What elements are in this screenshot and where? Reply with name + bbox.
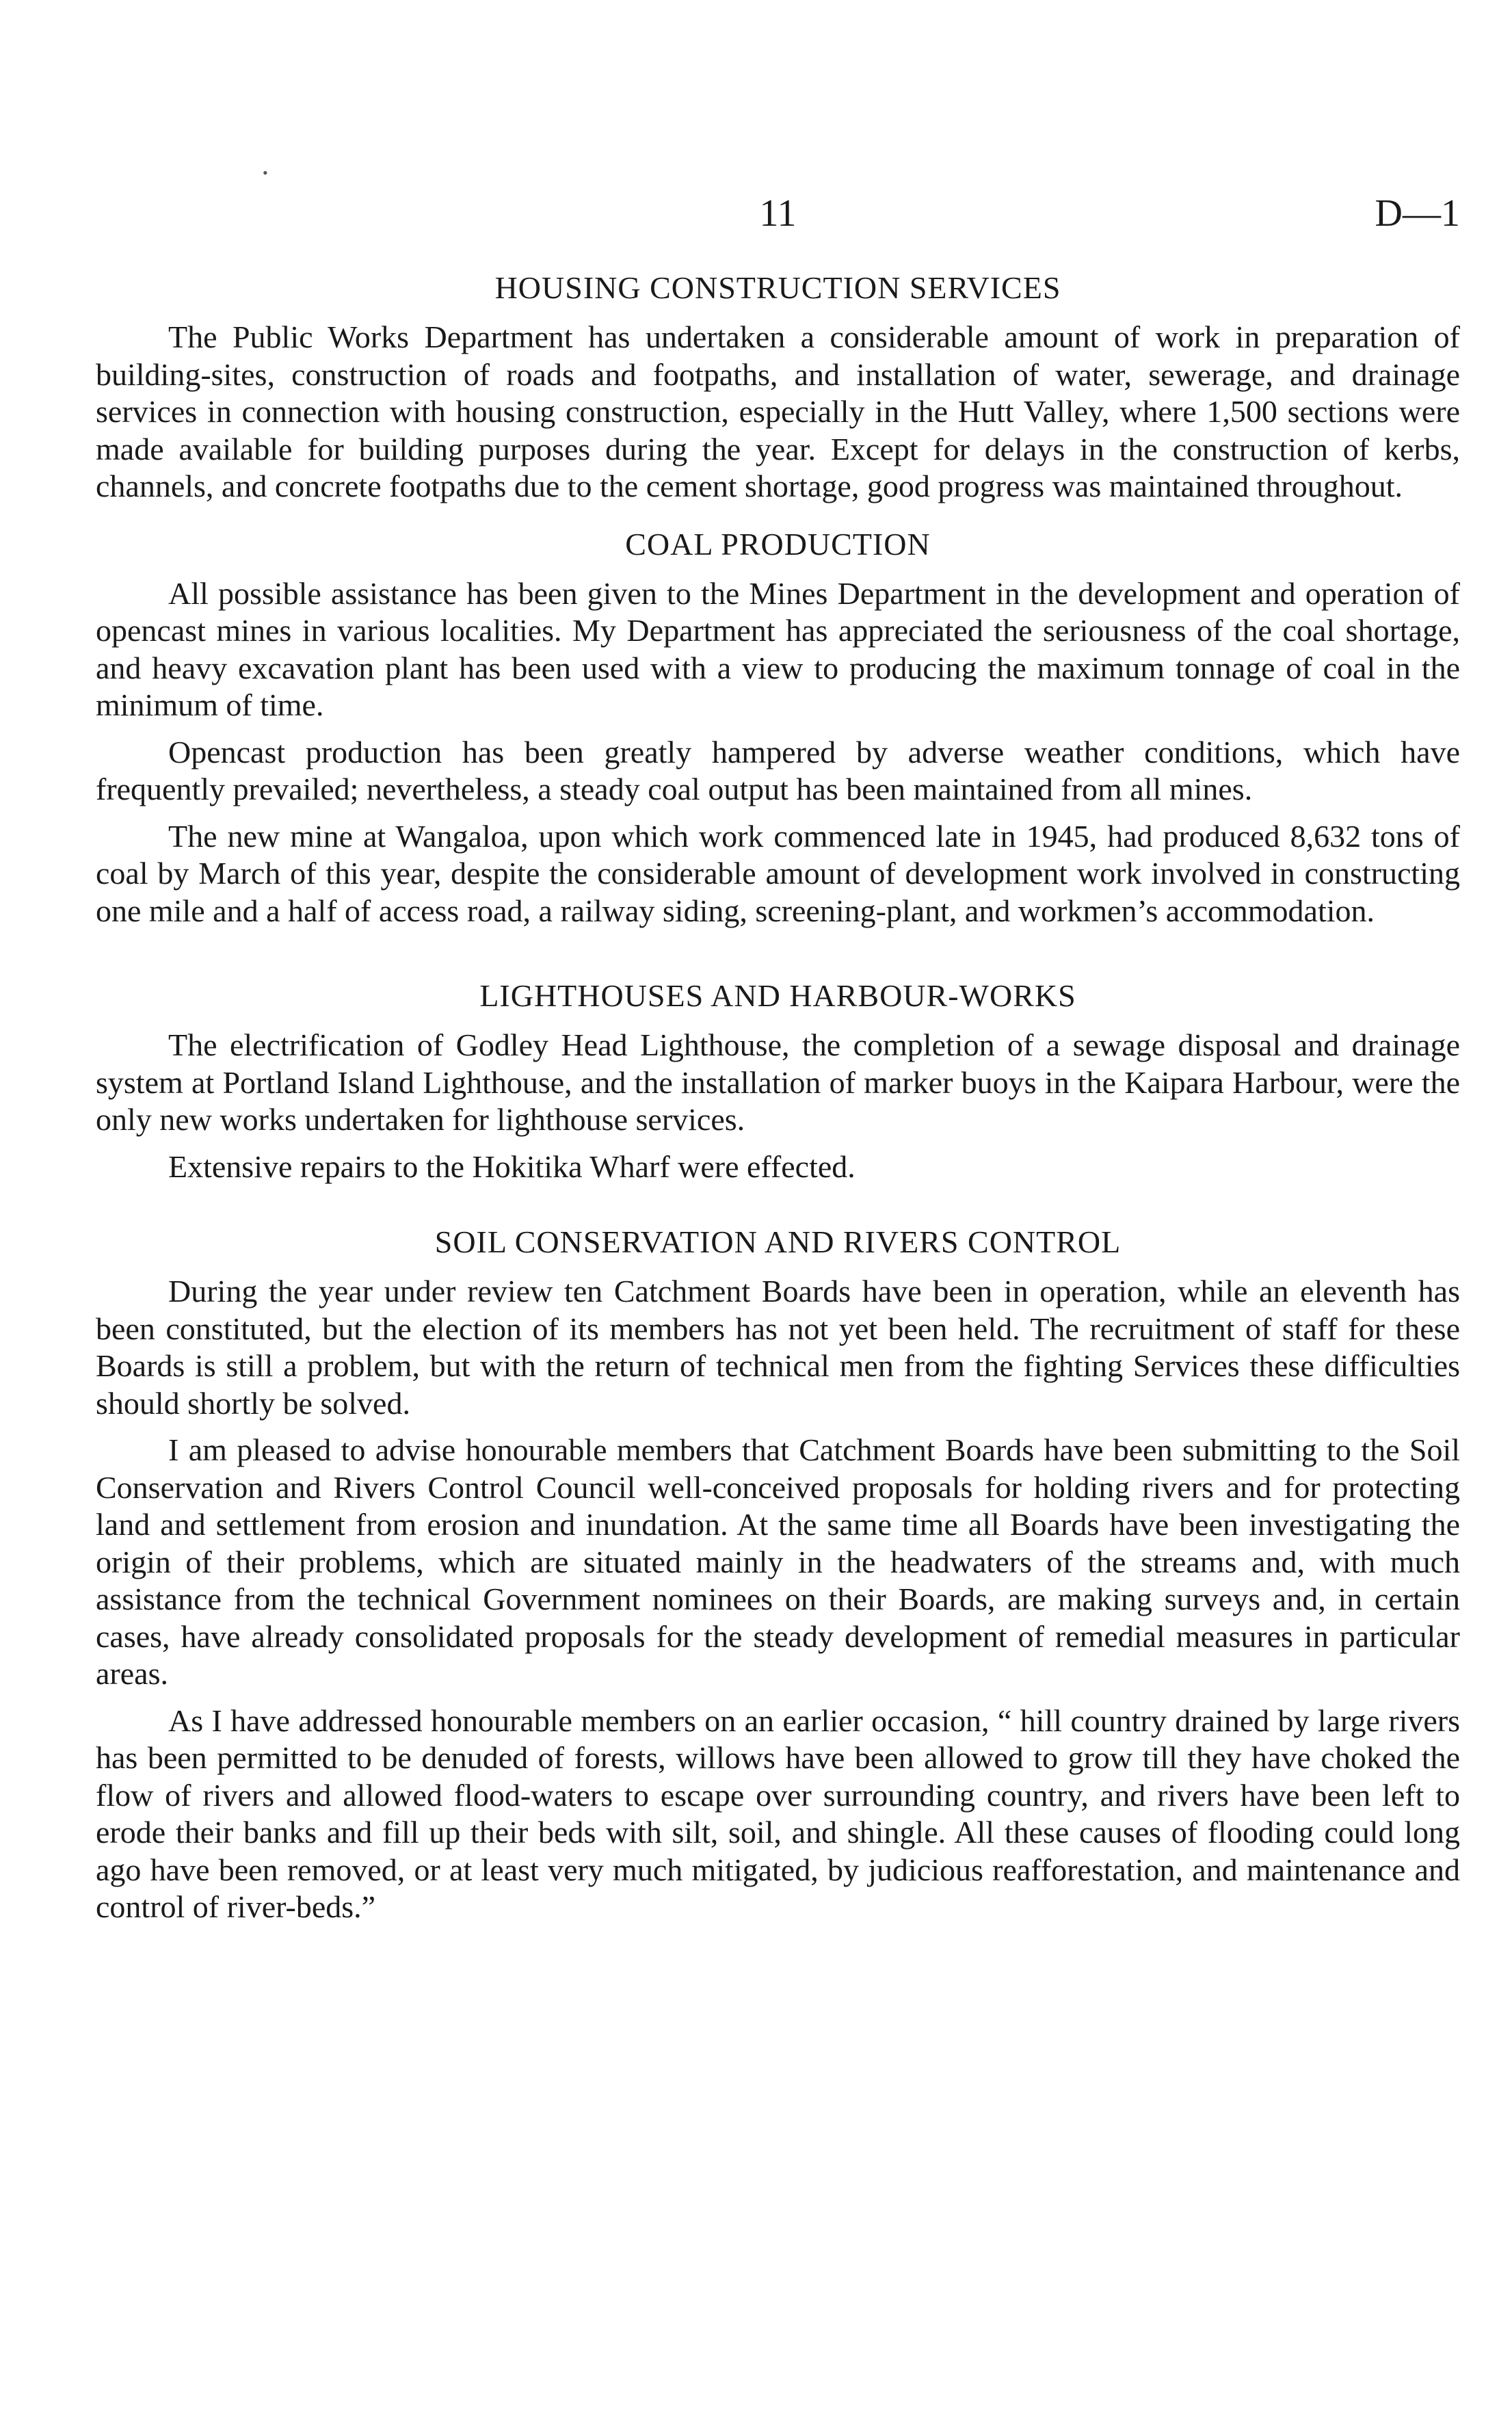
page-body: [96, 267, 1460, 1926]
speck-mark: •: [263, 164, 268, 181]
section-heading: LIGHTHOUSES AND HARBOUR-WORKS: [479, 978, 1076, 1013]
page-number: 11: [759, 192, 797, 235]
paragraph: The electrification of Godley Head Lighthouse, the completion of a sewage disposal and drainage system at Portland Island Lighthouse, and the installation of marker buoys in the Kaipara Harbour, were the only new works undertaken for lighthouse services.: [96, 1027, 1460, 1137]
section-coal-production: [96, 523, 1460, 930]
paragraph: Extensive repairs to the Hokitika Wharf were effected.: [168, 1148, 856, 1184]
paragraph: The Public Works Department has undertaken a considerable amount of work in preparation of building-sites, construction of roads and footpaths, and installation of water, sewerage, and drainage services in connection with housing construction, especially in the Hutt Valley, where 1,500 sections were made available for building purposes during the year. Except for delays in the construction of kerbs, channels, and concrete footpaths due to the cement shortage, good progress was maintained throughout.: [96, 319, 1460, 503]
section-heading: HOUSING CONSTRUCTION SERVICES: [494, 270, 1061, 305]
paragraph: As I have addressed honourable members on an earlier occasion, “ hill country drained by large rivers has been permitted to be denuded of forests, willows have been allowed to grow till they have choked the flow of rivers and allowed flood-waters to escape over surrounding country, and rivers have been left to erode their banks and fill up their beds with silt, soil, and shingle. All these causes of flooding could long ago have been removed, or at least very much mitigated, by judicious reafforestation, and maintenance and control of river-beds.”: [96, 1703, 1460, 1924]
paragraph: Opencast production has been greatly hampered by adverse weather conditions, which have frequently prevailed; nevertheless, a steady coal output has been maintained from all mines.: [96, 734, 1460, 806]
paragraph: I am pleased to advise honourable members that Catchment Boards have been submitting to the Soil Conservation and Rivers Control Council well-conceived proposals for holding rivers and for protecting land and settlement from erosion and inundation. At the same time all Boards have been investigating the origin of their problems, which are situated mainly in the headwaters of the streams and, with much assistance from the technical Government nominees on their Boards, are making surveys and, in certain cases, have already consolidated proposals for the steady development of remedial measures in particular areas.: [96, 1432, 1460, 1691]
paragraph: All possible assistance has been given to the Mines Department in the development and operation of opencast mines in various localities. My Department has appreciated the seriousness of the coal shortage, and heavy excavation plant has been used with a view to producing the maximum tonnage of coal in the minimum of time.: [96, 575, 1460, 722]
paragraph: The new mine at Wangaloa, upon which work commenced late in 1945, had produced 8,632 tons of coal by March of this year, despite the considerable amount of development work involved in constructing one mile and a half of access road, a railway siding, screening-plant, and workmen’s accommodation.: [96, 818, 1460, 928]
section-heading: SOIL CONSERVATION AND RIVERS CONTROL: [434, 1224, 1122, 1259]
section-heading: COAL PRODUCTION: [625, 526, 931, 562]
section-lighthouses-harbour-works: [96, 975, 1460, 1185]
page-header: [96, 186, 1460, 241]
section-housing-construction: [96, 267, 1460, 505]
document-code: D—1: [1375, 192, 1460, 235]
section-soil-conservation: [96, 1221, 1460, 1926]
paragraph: During the year under review ten Catchment Boards have been in operation, while an eleventh has been constituted, but the election of its members has not yet been held. The recruitment of staff for these Boards is still a problem, but with the return of technical men from the fighting Services these difficulties should shortly be solved.: [96, 1274, 1460, 1421]
